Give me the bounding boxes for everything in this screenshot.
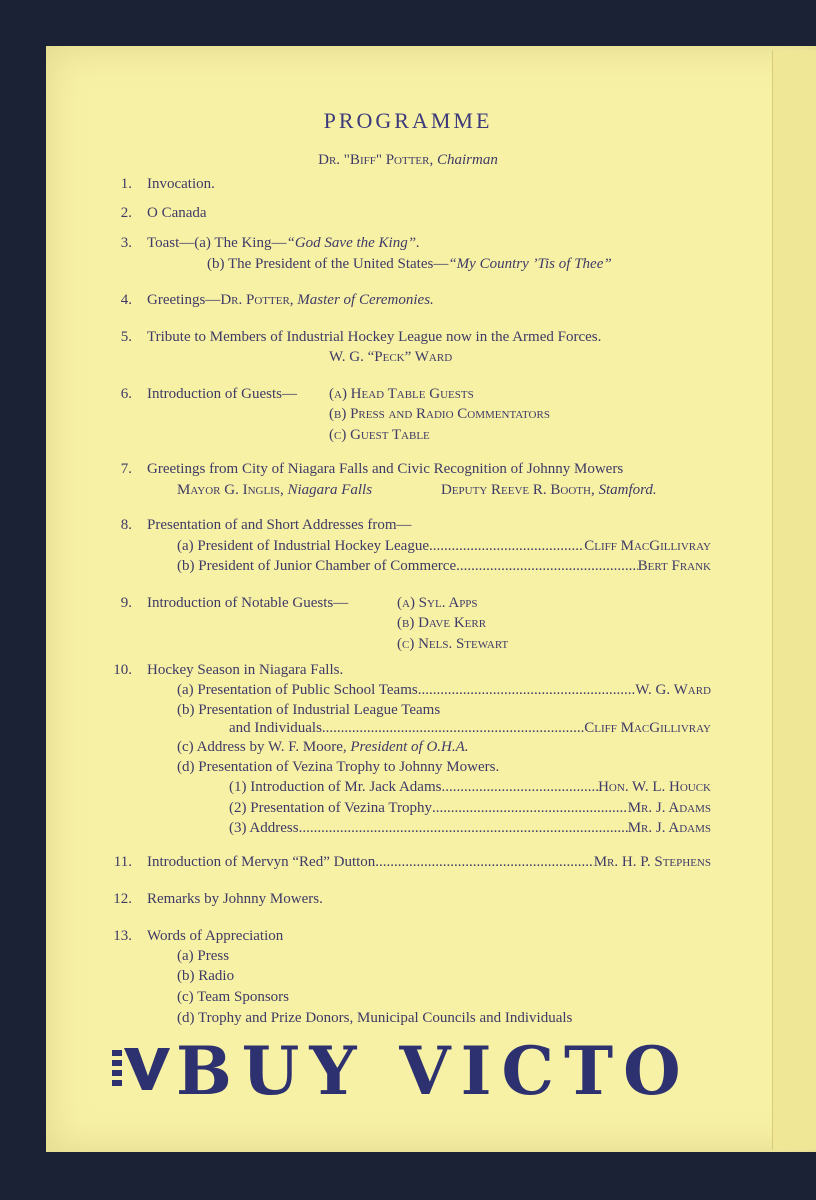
item-number: 10. [113, 662, 132, 678]
tribute-speaker: W. G. “Peck” Ward [329, 349, 453, 365]
address-speaker: Bert Frank [637, 558, 711, 574]
season-vezina: (d) Presentation of Vezina Trophy to Johnny Mowers. [177, 759, 500, 775]
item-remarks-mowers: Remarks by Johnny Mowers. [147, 891, 323, 907]
item-greetings [147, 291, 434, 309]
civic-reeve [441, 481, 657, 499]
item-notable-guests: Introduction of Notable Guests— [147, 595, 349, 611]
vezina-label: (1) Introduction of Mr. Jack Adams [229, 779, 442, 795]
address-label: (a) President of Industrial Hockey League [177, 538, 429, 554]
mayor-name: Mayor G. Inglis, [177, 482, 284, 498]
season-oha-address [177, 738, 469, 756]
greetings-who: Dr. Potter, [220, 292, 294, 308]
greetings-label: Greetings— [147, 292, 221, 308]
item-toast-president [207, 255, 612, 273]
civic-mayor [177, 481, 372, 499]
item-invocation: Invocation. [147, 176, 215, 192]
vezina-speaker: Hon. W. L. Houck [598, 779, 711, 795]
item-number: 11. [113, 854, 132, 870]
oha-role: President of O.H.A. [350, 739, 469, 755]
item-o-canada: O Canada [147, 205, 207, 221]
item-number: 8. [120, 517, 132, 533]
vezina-speaker: Mr. J. Adams [627, 800, 711, 816]
item-number: 3. [120, 235, 132, 251]
toast-king-label: Toast—(a) The King— [147, 235, 287, 251]
item-presentation-addresses: Presentation of and Short Addresses from— [147, 517, 412, 533]
notable-guest: (c) Nels. Stewart [397, 636, 509, 652]
dutton-speaker: Mr. H. P. Stephens [593, 854, 711, 870]
item-number: 1. [120, 176, 132, 192]
item-dutton-intro [147, 853, 711, 871]
notable-guest: (a) Syl. Apps [397, 595, 478, 611]
item-number: 5. [120, 329, 132, 345]
address-hockey-league [177, 537, 711, 555]
guests-head-table: (a) Head Table Guests [329, 386, 474, 402]
season-speaker: Cliff MacGillivray [584, 720, 711, 736]
chairman-role: Chairman [437, 152, 498, 168]
victory-v-icon [110, 1040, 170, 1100]
item-number: 12. [113, 891, 132, 907]
guests-guest-table: (c) Guest Table [329, 427, 430, 443]
item-number: 13. [113, 928, 132, 944]
address-label: (b) President of Junior Chamber of Commerce [177, 558, 457, 574]
reeve-place: Stamford. [598, 482, 657, 498]
vezina-label: (2) Presentation of Vezina Trophy [229, 800, 433, 816]
appreciation-entry: (b) Radio [177, 968, 235, 984]
chairman-line [0, 152, 816, 169]
season-public-school [177, 681, 711, 699]
address-speaker: Cliff MacGillivray [584, 538, 711, 554]
season-industrial-individuals [229, 719, 711, 737]
greetings-role: Master of Ceremonies. [297, 292, 434, 308]
mayor-place: Niagara Falls [287, 482, 373, 498]
toast-president-label: (b) The President of the United States— [207, 256, 449, 272]
toast-king-song: “God Save the King”. [286, 235, 420, 251]
toast-president-song: “My Country ’Tis of Thee” [448, 256, 612, 272]
season-label: (a) Presentation of Public School Teams [177, 682, 418, 698]
dutton-label: Introduction of Mervyn “Red” Dutton [147, 854, 376, 870]
season-speaker: W. G. Ward [635, 682, 711, 698]
reeve-name: Deputy Reeve R. Booth, [441, 482, 595, 498]
appreciation-entry: (d) Trophy and Prize Donors, Municipal Councils and Individuals [177, 1010, 573, 1026]
item-hockey-season: Hockey Season in Niagara Falls. [147, 662, 344, 678]
vezina-intro-adams [229, 778, 711, 796]
address-junior-chamber [177, 557, 711, 575]
item-civic-greetings: Greetings from City of Niagara Falls and Civic Recognition of Johnny Mowers [147, 461, 624, 477]
item-introduction-guests: Introduction of Guests— [147, 386, 297, 402]
buy-victory-banner: BUY VICTO [176, 1032, 691, 1110]
vezina-speaker: Mr. J. Adams [627, 820, 711, 836]
season-label: and Individuals [229, 720, 322, 736]
item-number: 6. [120, 386, 132, 402]
appreciation-entry: (c) Team Sponsors [177, 989, 289, 1005]
item-number: 9. [120, 595, 132, 611]
season-industrial-league: (b) Presentation of Industrial League Teams [177, 702, 441, 718]
adjacent-page-edge [772, 50, 816, 1150]
guests-press-radio: (b) Press and Radio Commentators [329, 406, 550, 422]
chairman-name: Dr. "Biff" Potter, [318, 152, 434, 168]
item-number: 4. [120, 292, 132, 308]
oha-label: (c) Address by W. F. Moore, [177, 739, 347, 755]
notable-guest: (b) Dave Kerr [397, 615, 487, 631]
page-title: PROGRAMME [323, 108, 493, 133]
appreciation-entry: (a) Press [177, 948, 230, 964]
item-tribute: Tribute to Members of Industrial Hockey League now in the Armed Forces. [147, 329, 602, 345]
item-number: 7. [120, 461, 132, 477]
item-number: 2. [120, 205, 132, 221]
vezina-address [229, 819, 711, 837]
vezina-presentation [229, 799, 711, 817]
vezina-label: (3) Address [229, 820, 299, 836]
item-toast-king [147, 234, 420, 252]
item-appreciation: Words of Appreciation [147, 928, 284, 944]
